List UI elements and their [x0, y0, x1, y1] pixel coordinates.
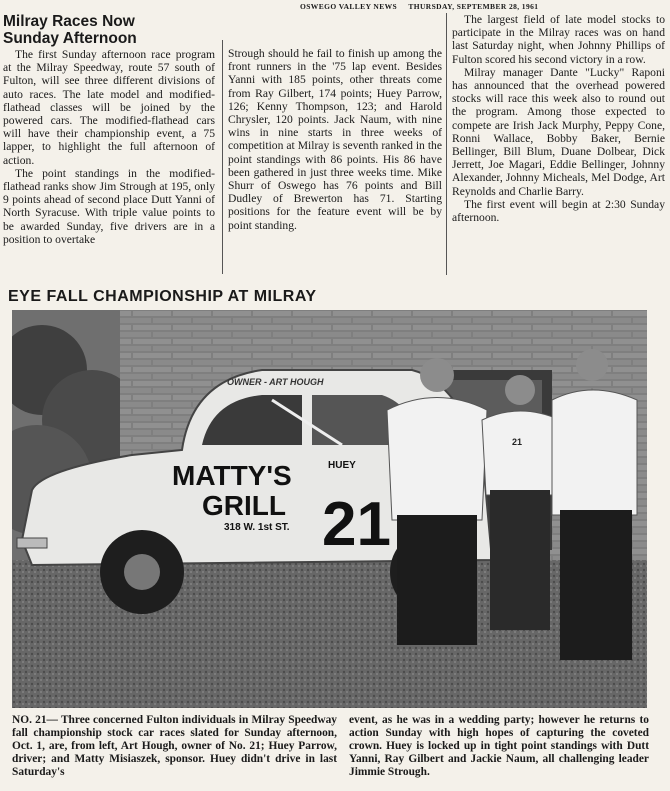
caption-text: NO. 21— Three concerned Fulton individuals in Milray Speedway fall championship stock car races slated for Sunday afternoon, Oct. 1, are, from left, Art Hough, owner of No. 21; Huey Parrow, driver; and Matty Misiaszek, sponsor. Huey didn't drive in last Saturday's [12, 714, 337, 779]
article-paragraph: The largest field of late model stocks to participate in the Milray races was on hand last Saturday night, when Johnny Phillips of Fulton scored his second victory in a row. [452, 13, 665, 66]
shirt-number: 21 [512, 437, 523, 447]
column-rule [446, 13, 447, 275]
masthead-date: THURSDAY, SEPTEMBER 28, 1961 [408, 2, 539, 11]
photo-caption-column-2 [349, 714, 649, 779]
article-paragraph: The first Sunday afternoon race program at the Milray Speedway, route 57 south of Fulton, will see three different divisions of auto races. The late model and modified-flathead classes will be joined by the powered cars. The modified-flathead cars will have their championship event, a 75 lapper, to highlight the full afternoon of action. [3, 48, 215, 167]
car-sign-address: 318 W. 1st ST. [224, 522, 290, 533]
article-paragraph: Milray manager Dante "Lucky" Raponi has announced that the overhead powered stocks will race this week also to round out the program. Among those expected to compete are Irish Jack Murphy, Peppy Cone, Ronni Wallace, Bobby Baker, Bernie Bellinger, Bill Blum, Duane Dolbear, Dick Jerrett, Joe Magari, Eddie Bellinger, Johnny Alexander, Johnny Micheals, Mel Dodge, Art Reynolds and Charlie Barry. [452, 65, 665, 198]
article-column-2 [228, 47, 442, 232]
article-column-3 [452, 13, 665, 224]
masthead-paper: OSWEGO VALLEY NEWS [300, 2, 398, 11]
article-headline [3, 13, 215, 47]
car-sign-line-2: GRILL [202, 490, 286, 521]
race-car-photo [12, 310, 647, 708]
car-number: 21 [322, 490, 391, 559]
article-paragraph: The point standings in the modified-flathead ranks show Jim Strough at 195, only 9 points ahead of second place Dutt Yanni of North Syracuse. With triple value points to be awarded Sunday, five drivers are in a position to overtake [3, 166, 215, 246]
article-paragraph: Strough should he fail to finish up among the front runners in the '75 lap event. Besides Yanni with 185 points, other threats come from Ray Gilbert, 174 points; Huey Parrow, 126; Kenny Thompson, 123; and Harold Chrysler, 120 points. Jack Naum, with nine wins in nine starts in three weeks of competition at Milray is seventh ranked in the point standings with 86 points. His 86 have been gathered in just three weeks time. Mike Shurr of Oswego has 76 points and Bill Dudley of Brewerton has 71. Starting positions for the feature event will be by point standing. [228, 47, 442, 232]
person-matty-misiaszek [552, 349, 637, 660]
photo-title: EYE FALL CHAMPIONSHIP AT MILRAY [8, 288, 317, 305]
article-column-1 [3, 13, 215, 246]
headline-line-1: Milray Races Now [3, 13, 135, 30]
car-driver-name: HUEY [328, 460, 356, 471]
photo-caption-column-1 [12, 714, 337, 779]
caption-text: event, as he was in a wedding party; however he returns to action Sunday with high hopes of capturing the coveted crown. Huey is locked up in tight point standings with Dutt Yanni, Ray Gilbert and Jackie Naum, all challenging leader Jimmie Strough. [349, 714, 649, 779]
photo-illustration [12, 310, 647, 708]
column-rule [222, 40, 223, 274]
headline-line-2: Sunday Afternoon [3, 30, 137, 47]
article-paragraph: The first event will begin at 2:30 Sunday afternoon. [452, 197, 665, 225]
masthead [300, 2, 538, 11]
roof-text: OWNER - ART HOUGH [227, 377, 324, 387]
car-sign-line-1: MATTY'S [172, 460, 292, 491]
